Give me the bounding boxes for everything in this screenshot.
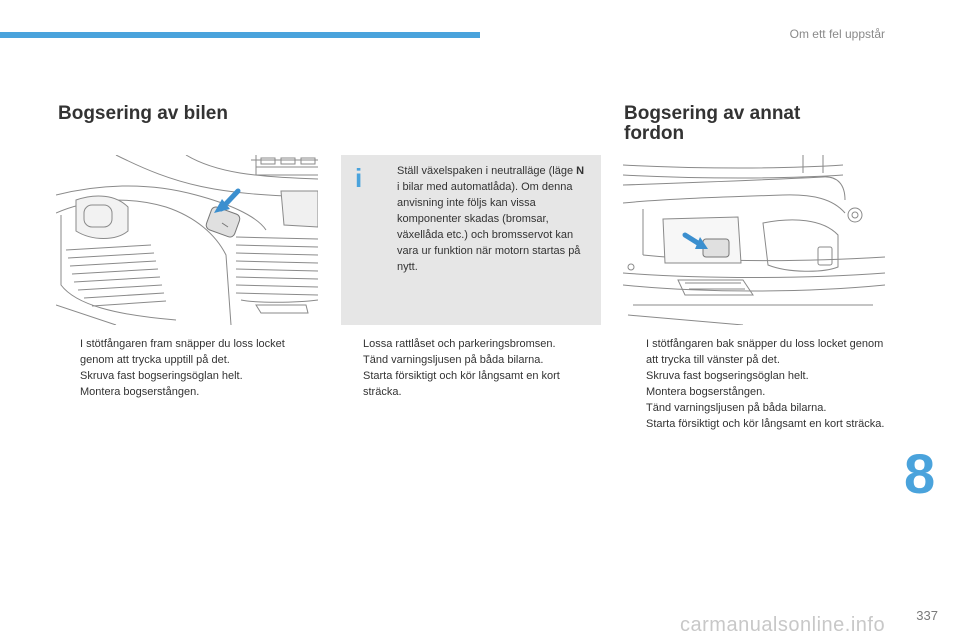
steps-list-own-car xyxy=(58,336,320,400)
info-text xyxy=(377,163,585,275)
front-bumper-illustration xyxy=(56,155,318,325)
steps-list-towing-procedure xyxy=(341,336,601,400)
list-item: Montera bogserstången. xyxy=(646,386,766,398)
front-bumper-drawing xyxy=(56,155,318,325)
rear-bumper-illustration xyxy=(623,155,885,325)
watermark-text: carmanualsonline.info xyxy=(680,614,886,636)
chapter-number: 8 xyxy=(904,442,936,505)
list-item: Starta försiktigt och kör långsamt en kort sträcka. xyxy=(363,370,560,398)
header-accent-bar xyxy=(0,32,480,38)
chapter-title: Om ett fel uppstår xyxy=(789,27,885,41)
info-text-part2: i bilar med automatlåda). Om denna anvisning inte följs kan vissa komponenter skadas (bromsar, växellåda etc.) och bromsservot kan vara ur funktion när motorn startas på nytt. xyxy=(397,181,581,273)
info-text-part1: Ställ växelspaken i neutralläge (läge xyxy=(397,165,577,177)
page-number: 337 xyxy=(916,608,938,623)
list-item: Lossa rattlåset och parkeringsbromsen. xyxy=(363,338,556,350)
list-item: Tänd varningsljusen på båda bilarna. xyxy=(363,354,544,366)
list-item: I stötfångaren bak snäpper du loss locket genom att trycka till vänster på det. xyxy=(646,338,884,366)
info-box xyxy=(341,155,601,325)
rear-bumper-drawing xyxy=(623,155,885,325)
info-text-bold: N xyxy=(576,165,585,177)
list-item: Skruva fast bogseringsöglan helt. xyxy=(80,370,243,382)
list-item: Montera bogserstången. xyxy=(80,386,200,398)
steps-list-other-vehicle xyxy=(624,336,886,432)
section-title-towing-other-vehicle: Bogsering av annat fordon xyxy=(624,103,801,144)
list-item: I stötfångaren fram snäpper du loss locket genom att trycka upptill på det. xyxy=(80,338,285,366)
info-icon: i xyxy=(355,163,363,193)
section-title-towing-own-car: Bogsering av bilen xyxy=(58,103,228,124)
list-item: Starta försiktigt och kör långsamt en kort sträcka. xyxy=(646,418,885,430)
list-item: Skruva fast bogseringsöglan helt. xyxy=(646,370,809,382)
list-item: Tänd varningsljusen på båda bilarna. xyxy=(646,402,827,414)
